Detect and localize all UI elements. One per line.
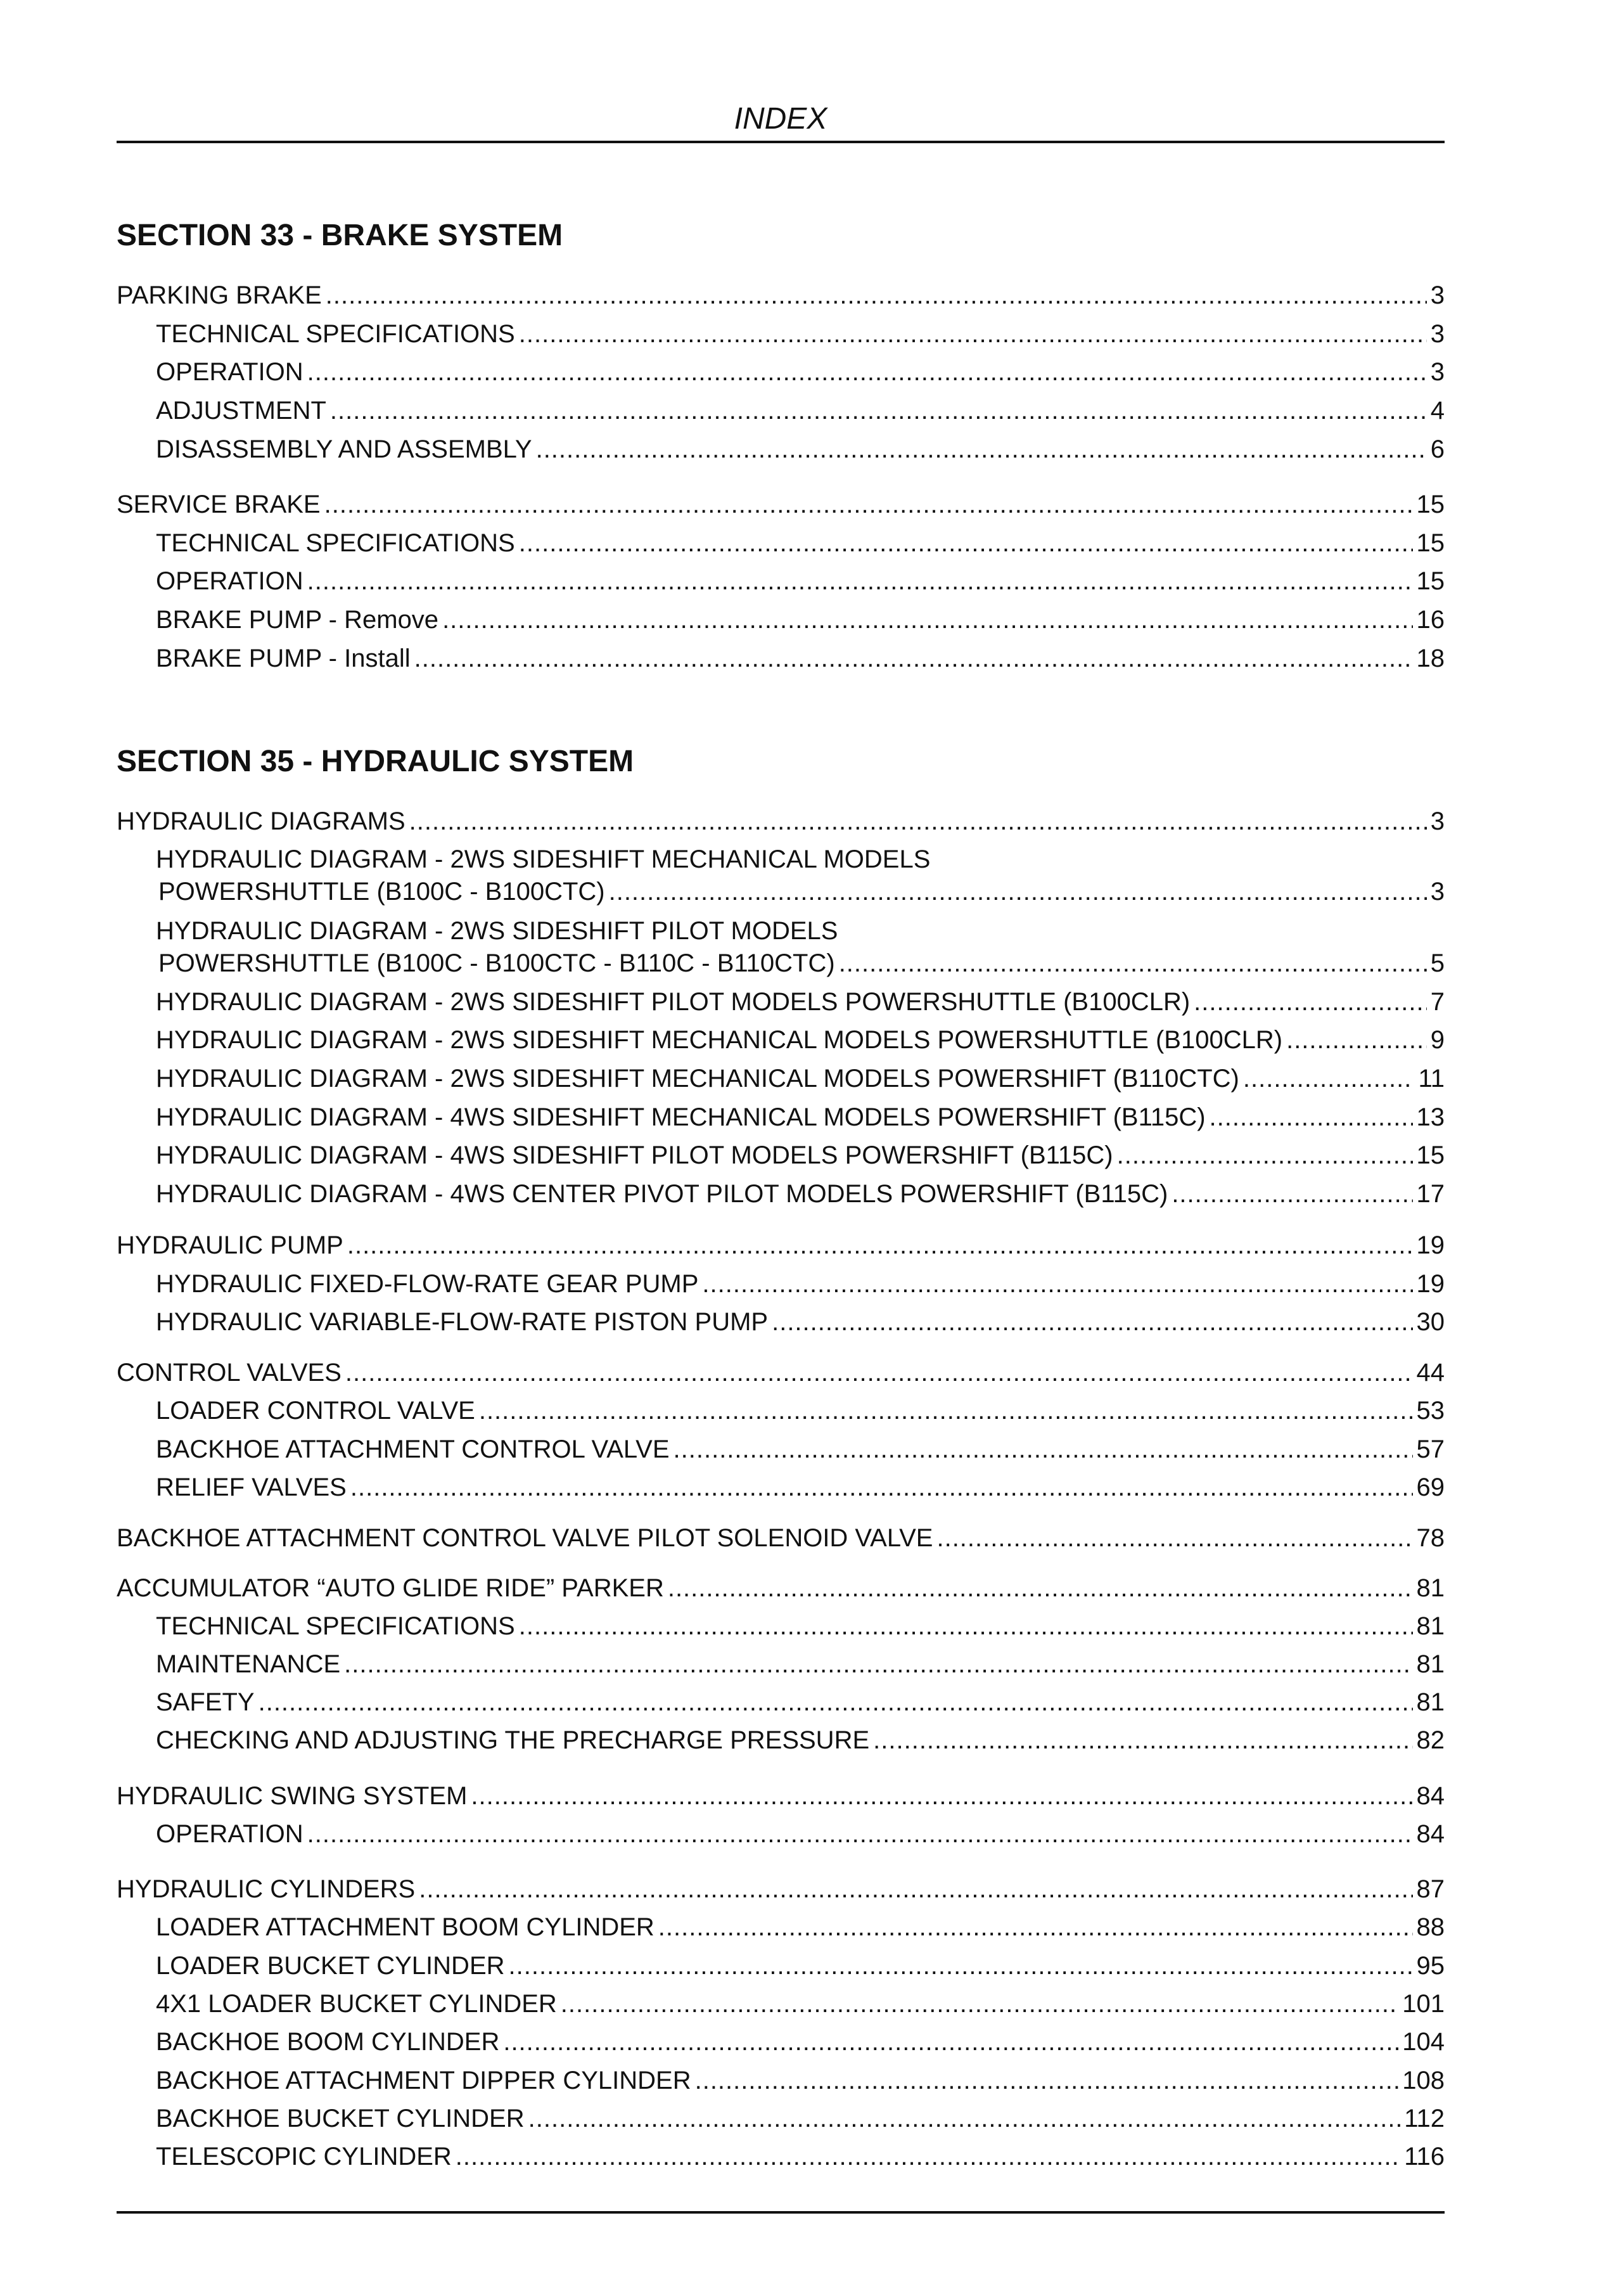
toc-entry-title: OPERATION: [156, 1820, 303, 1848]
toc-entry-hydraulic-pump[interactable]: [117, 1230, 1445, 1260]
toc-entry-diagram-2ws-mechanical-b110ctc[interactable]: [156, 1063, 1445, 1094]
toc-entry-disassembly-and-assembly[interactable]: [156, 434, 1445, 465]
toc-entry-title: CHECKING AND ADJUSTING THE PRECHARGE PRESSURE: [156, 1726, 870, 1754]
section-heading-35: SECTION 35 - HYDRAULIC SYSTEM: [117, 745, 634, 778]
toc-entry-page: 112: [1404, 2105, 1445, 2132]
toc-entry-relief-valves[interactable]: [156, 1472, 1445, 1503]
dot-leader: [936, 1523, 1412, 1553]
toc-entry-title: HYDRAULIC DIAGRAMS: [117, 807, 406, 835]
toc-entry-title: HYDRAULIC CYLINDERS: [117, 1875, 416, 1903]
toc-entry-title: CONTROL VALVES: [117, 1359, 342, 1387]
dot-leader: [528, 2103, 1401, 2134]
toc-entry-brake-pump-install[interactable]: [156, 643, 1445, 674]
toc-entry-page: 88: [1416, 1913, 1445, 1941]
dot-leader: [414, 643, 1413, 674]
toc-entry-page: 3: [1430, 281, 1445, 309]
toc-entry-page: 18: [1416, 645, 1445, 672]
toc-entry-title: LOADER CONTROL VALVE: [156, 1397, 475, 1425]
toc-entry-page: 15: [1416, 529, 1445, 557]
toc-entry-title: SERVICE BRAKE: [117, 491, 321, 518]
toc-entry-title: TECHNICAL SPECIFICATIONS: [156, 1612, 515, 1640]
toc-entry-page: 104: [1402, 2028, 1445, 2056]
toc-entry-page: 13: [1416, 1103, 1445, 1131]
toc-entry-page: 9: [1430, 1026, 1445, 1054]
toc-entry-title: BACKHOE BUCKET CYLINDER: [156, 2105, 525, 2132]
toc-entry-title: HYDRAULIC DIAGRAM - 2WS SIDESHIFT MECHANICAL MODELS POWERSHUTTLE (B100CLR): [156, 1026, 1283, 1054]
page-header-title: INDEX: [734, 102, 827, 136]
toc-entry-page: 69: [1416, 1473, 1445, 1501]
toc-entry-diagram-2ws-pilot-powershuttle[interactable]: [158, 948, 1445, 978]
toc-entry-operation[interactable]: [156, 566, 1445, 596]
dot-leader: [561, 1989, 1398, 2019]
toc-entry-diagram-2ws-pilot-b100clr[interactable]: [156, 987, 1445, 1017]
toc-entry-title: HYDRAULIC FIXED-FLOW-RATE GEAR PUMP: [156, 1270, 699, 1298]
toc-entry-page: 108: [1402, 2067, 1445, 2094]
toc-entry-title: BACKHOE ATTACHMENT CONTROL VALVE: [156, 1435, 670, 1463]
dot-leader: [1194, 987, 1427, 1017]
toc-entry-title: ACCUMULATOR “AUTO GLIDE RIDE” PARKER: [117, 1574, 664, 1602]
toc-entry-control-valves[interactable]: [117, 1357, 1445, 1388]
toc-entry-technical-specifications[interactable]: [156, 319, 1445, 349]
dot-leader: [772, 1307, 1412, 1337]
toc-entry-page: 16: [1416, 606, 1445, 634]
toc-entry-page: 95: [1416, 1952, 1445, 1980]
toc-entry-page: 81: [1416, 1688, 1445, 1716]
dot-leader: [503, 2027, 1398, 2057]
toc-entry-page: 5: [1430, 949, 1445, 977]
toc-entry-title: HYDRAULIC PUMP: [117, 1231, 343, 1259]
toc-entry-page: 3: [1430, 320, 1445, 348]
dot-leader: [668, 1573, 1413, 1603]
toc-entry-diagram-4ws-mechanical-b115c[interactable]: [156, 1102, 1445, 1132]
toc-entry-page: 81: [1416, 1650, 1445, 1678]
dot-leader: [307, 566, 1413, 596]
toc-entry-diagram-2ws-mechanical-b100clr[interactable]: [156, 1025, 1445, 1055]
dot-leader: [330, 395, 1427, 426]
dot-leader: [873, 1725, 1412, 1755]
dot-leader: [345, 1357, 1413, 1388]
toc-entry-diagram-4ws-center-pivot-b115c[interactable]: [156, 1179, 1445, 1209]
toc-entry-page: 15: [1416, 491, 1445, 518]
toc-entry-title: RELIEF VALVES: [156, 1473, 347, 1501]
dot-leader: [1117, 1140, 1413, 1170]
toc-entry-diagram-4ws-pilot-b115c[interactable]: [156, 1140, 1445, 1170]
toc-entry-accumulator[interactable]: [117, 1573, 1445, 1603]
toc-entry-backhoe-boom-cylinder[interactable]: [156, 2027, 1445, 2057]
toc-entry-page: 116: [1404, 2143, 1445, 2171]
toc-entry-operation[interactable]: [156, 357, 1445, 387]
toc-entry-title: HYDRAULIC DIAGRAM - 4WS CENTER PIVOT PILOT MODELS POWERSHIFT (B115C): [156, 1180, 1168, 1208]
toc-entry-technical-specifications[interactable]: [156, 1611, 1445, 1641]
toc-entry-title: DISASSEMBLY AND ASSEMBLY: [156, 435, 532, 463]
toc-entry-operation[interactable]: [156, 1819, 1445, 1849]
toc-entry-title: TECHNICAL SPECIFICATIONS: [156, 529, 515, 557]
toc-entry-service-brake[interactable]: [117, 489, 1445, 520]
dot-leader: [1172, 1179, 1412, 1209]
toc-entry-title: TELESCOPIC CYLINDER: [156, 2143, 452, 2171]
toc-entry-hydraulic-diagrams[interactable]: [117, 806, 1445, 837]
dot-leader: [471, 1781, 1412, 1811]
dot-leader: [1286, 1025, 1427, 1055]
toc-entry-page: 101: [1402, 1990, 1445, 2018]
dot-leader: [347, 1230, 1413, 1260]
toc-entry-backhoe-control-valve[interactable]: [156, 1434, 1445, 1465]
toc-entry-backhoe-bucket-cylinder[interactable]: [156, 2103, 1445, 2134]
dot-leader: [307, 1819, 1413, 1849]
toc-entry-title: TECHNICAL SPECIFICATIONS: [156, 320, 515, 348]
toc-entry-page: 87: [1416, 1875, 1445, 1903]
toc-entry-page: 81: [1416, 1574, 1445, 1602]
toc-entry-page: 19: [1416, 1231, 1445, 1259]
toc-entry-page: 3: [1430, 807, 1445, 835]
toc-entry-maintenance[interactable]: [156, 1649, 1445, 1679]
toc-entry-adjustment[interactable]: [156, 395, 1445, 426]
toc-entry-title: SAFETY: [156, 1688, 255, 1716]
toc-entry-title: HYDRAULIC DIAGRAM - 2WS SIDESHIFT MECHANICAL MODELS POWERSHIFT (B110CTC): [156, 1065, 1239, 1093]
footer-rule: [117, 2211, 1445, 2214]
dot-leader: [344, 1649, 1412, 1679]
toc-entry-page: 53: [1416, 1397, 1445, 1425]
toc-entry-page: 3: [1430, 878, 1445, 906]
section-heading-33: SECTION 33 - BRAKE SYSTEM: [117, 219, 563, 252]
dot-leader: [1243, 1063, 1415, 1094]
toc-entry-title: MAINTENANCE: [156, 1650, 341, 1678]
dot-leader: [609, 876, 1427, 907]
toc-entry-page: 84: [1416, 1782, 1445, 1810]
toc-entry-page: 78: [1416, 1524, 1445, 1552]
toc-entry-title: OPERATION: [156, 567, 303, 595]
dot-leader: [674, 1434, 1413, 1465]
toc-entry-title-line1: HYDRAULIC DIAGRAM - 2WS SIDESHIFT MECHANICAL MODELS: [156, 845, 931, 873]
toc-entry-loader-boom-cylinder[interactable]: [156, 1912, 1445, 1942]
dot-leader: [442, 605, 1412, 635]
toc-entry-title: POWERSHUTTLE (B100C - B100CTC): [158, 878, 605, 906]
toc-entry-title: HYDRAULIC SWING SYSTEM: [117, 1782, 468, 1810]
toc-entry-hydraulic-swing-system[interactable]: [117, 1781, 1445, 1811]
toc-entry-title: LOADER BUCKET CYLINDER: [156, 1952, 505, 1980]
dot-leader: [456, 2141, 1400, 2172]
toc-entry-title: ADJUSTMENT: [156, 397, 326, 425]
toc-entry-telescopic-cylinder[interactable]: [156, 2141, 1445, 2172]
dot-leader: [509, 1951, 1413, 1981]
toc-entry-page: 17: [1416, 1180, 1445, 1208]
toc-entry-gear-pump[interactable]: [156, 1269, 1445, 1299]
toc-entry-page: 3: [1430, 358, 1445, 386]
dot-leader: [326, 280, 1427, 311]
dot-leader: [695, 2065, 1399, 2096]
toc-entry-diagram-2ws-mechanical-powershuttle[interactable]: [158, 876, 1445, 907]
dot-leader: [479, 1395, 1413, 1426]
toc-entry-page: 30: [1416, 1308, 1445, 1336]
toc-entry-title: BACKHOE ATTACHMENT DIPPER CYLINDER: [156, 2067, 691, 2094]
toc-entry-title: HYDRAULIC DIAGRAM - 2WS SIDESHIFT PILOT MODELS POWERSHUTTLE (B100CLR): [156, 988, 1191, 1016]
toc-entry-page: 84: [1416, 1820, 1445, 1848]
dot-leader: [519, 528, 1413, 558]
toc-entry-title: LOADER ATTACHMENT BOOM CYLINDER: [156, 1913, 655, 1941]
dot-leader: [536, 434, 1427, 465]
dot-leader: [307, 357, 1427, 387]
toc-entry-title: OPERATION: [156, 358, 303, 386]
toc-entry-loader-bucket-cylinder[interactable]: [156, 1951, 1445, 1981]
toc-entry-loader-control-valve[interactable]: [156, 1395, 1445, 1426]
toc-entry-page: 15: [1416, 1141, 1445, 1169]
toc-entry-title: 4X1 LOADER BUCKET CYLINDER: [156, 1990, 557, 2018]
toc-entry-page: 11: [1418, 1065, 1445, 1093]
toc-entry-title: BRAKE PUMP - Install: [156, 645, 411, 672]
dot-leader: [839, 948, 1427, 978]
toc-entry-page: 81: [1416, 1612, 1445, 1640]
toc-entry-title: BACKHOE ATTACHMENT CONTROL VALVE PILOT SOLENOID VALVE: [117, 1524, 933, 1552]
dot-leader: [324, 489, 1413, 520]
toc-entry-page: 82: [1416, 1726, 1445, 1754]
dot-leader: [419, 1874, 1412, 1904]
dot-leader: [259, 1687, 1413, 1717]
toc-entry-page: 4: [1430, 397, 1445, 425]
toc-entry-pilot-solenoid-valve[interactable]: [117, 1523, 1445, 1553]
toc-entry-page: 44: [1416, 1359, 1445, 1387]
toc-entry-technical-specifications[interactable]: [156, 528, 1445, 558]
toc-entry-title: BRAKE PUMP - Remove: [156, 606, 439, 634]
toc-entry-hydraulic-cylinders[interactable]: [117, 1874, 1445, 1904]
dot-leader: [702, 1269, 1412, 1299]
toc-entry-page: 7: [1430, 988, 1445, 1016]
toc-entry-page: 19: [1416, 1270, 1445, 1298]
toc-entry-page: 57: [1416, 1435, 1445, 1463]
toc-entry-title: PARKING BRAKE: [117, 281, 322, 309]
toc-entry-title-line1: HYDRAULIC DIAGRAM - 2WS SIDESHIFT PILOT MODELS: [156, 917, 838, 945]
toc-entry-title: BACKHOE BOOM CYLINDER: [156, 2028, 500, 2056]
toc-entry-page: 15: [1416, 567, 1445, 595]
toc-entry-backhoe-dipper-cylinder[interactable]: [156, 2065, 1445, 2096]
toc-entry-page: 6: [1430, 435, 1445, 463]
header-rule: [117, 141, 1445, 143]
dot-leader: [519, 319, 1427, 349]
toc-entry-precharge-pressure[interactable]: [156, 1725, 1445, 1755]
dot-leader: [658, 1912, 1413, 1942]
toc-entry-piston-pump[interactable]: [156, 1307, 1445, 1337]
toc-entry-safety[interactable]: [156, 1687, 1445, 1717]
dot-leader: [519, 1611, 1413, 1641]
toc-entry-title: POWERSHUTTLE (B100C - B100CTC - B110C - B110CTC): [158, 949, 835, 977]
toc-entry-title: HYDRAULIC DIAGRAM - 4WS SIDESHIFT PILOT MODELS POWERSHIFT (B115C): [156, 1141, 1113, 1169]
toc-entry-4x1-loader-bucket-cylinder[interactable]: [156, 1989, 1445, 2019]
dot-leader: [1210, 1102, 1413, 1132]
dot-leader: [409, 806, 1427, 837]
toc-entry-title: HYDRAULIC DIAGRAM - 4WS SIDESHIFT MECHANICAL MODELS POWERSHIFT (B115C): [156, 1103, 1206, 1131]
toc-entry-brake-pump-remove[interactable]: [156, 605, 1445, 635]
dot-leader: [350, 1472, 1413, 1503]
toc-entry-parking-brake[interactable]: [117, 280, 1445, 311]
toc-entry-title: HYDRAULIC VARIABLE-FLOW-RATE PISTON PUMP: [156, 1308, 769, 1336]
